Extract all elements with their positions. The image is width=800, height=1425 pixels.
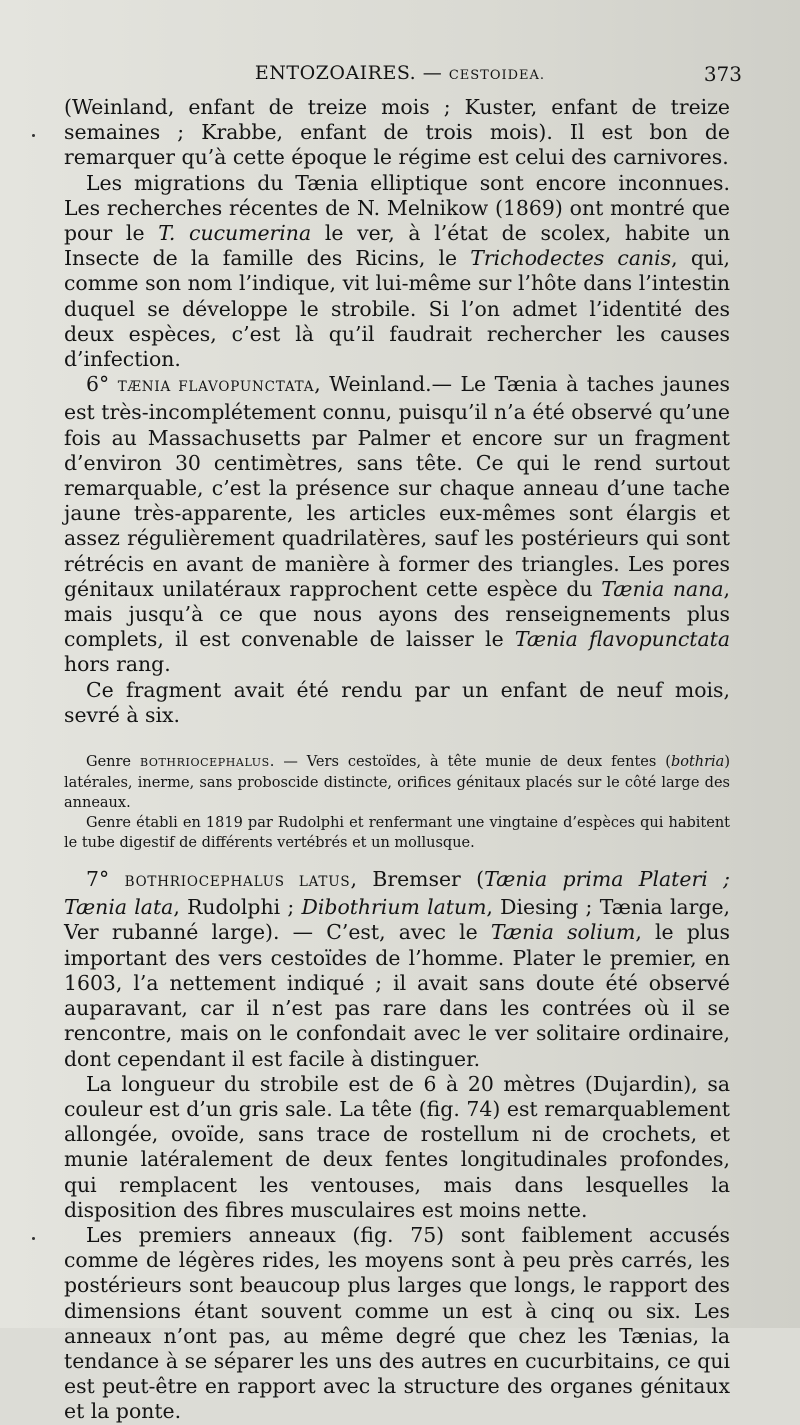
- paragraph-5-italic-dibothrium: Dibothrium latum: [301, 895, 487, 920]
- running-title: [0, 62, 800, 84]
- paragraph-2-text-e: , qui, comme son nom l’indique, vit lui-même sur l’hôte dans l’intestin duquel se développe le strobile. Si l’on admet l’identité des deux espèces, c’est là qu’il faudrait rechercher les causes d’infection.: [64, 246, 731, 372]
- running-header: [0, 60, 800, 90]
- genus-history: Genre établi en 1819 par Rudolphi et renfermant une vingtaine d’espèces qui habitent le tube digestif de différents vertébrés et un mollusque.: [64, 815, 730, 852]
- margin-mark: [32, 1237, 35, 1240]
- running-title-main: ENTOZOAIRES. —: [254, 62, 443, 84]
- paragraph-2-italic-genus: Trichodectes canis: [470, 246, 672, 271]
- paragraph-5-text-c: , Rudolphi ;: [173, 895, 302, 920]
- paragraph-4: Ce fragment avait été rendu par un enfant de neuf mois, sevré à six.: [64, 677, 730, 727]
- genus-description-text-a: Genre: [86, 754, 140, 771]
- paragraph-3-italic-flavopunctata: Tænia flavopunctata: [514, 627, 731, 652]
- page-body: [64, 95, 730, 1425]
- paragraph-3: [64, 372, 730, 677]
- paragraph-2-text-a: Les migrations du Tænia elliptique sont encore inconnues. Les recherches récentes de N. Melnikow (1869) ont montré que pour le: [64, 170, 730, 246]
- paragraph-7: Les premiers anneaux (fig. 75) sont faiblement accusés comme de légères rides, les moyens sont à peu près carrés, les postérieurs sont beaucoup plus larges que longs, le rapport des dimensions étant souvent comme un est à cinq ou six. Les anneaux n’ont pas, au même degré que chez les Tænias, la tendance à se séparer les uns des autres en cucurbitains, ce qui est peut-être en rapport avec la structure des organes génitaux et la ponte.: [64, 1222, 730, 1424]
- paragraph-6: La longueur du strobile est de 6 à 20 mètres (Dujardin), sa couleur est d’un gris sale. La tête (fig. 74) est remarquablement allongée, ovoïde, sans trace de rostellum ni de crochets, et munie latéralement de deux fentes longitudinales profondes, qui remplacent les ventouses, mais dans lesquelles la disposition des fibres musculaires est moins nette.: [64, 1071, 730, 1222]
- running-title-sub: CESTOIDEA.: [448, 68, 546, 83]
- genus-heading-bothriocephalus: BOTHRIOCEPHALUS: [139, 756, 270, 770]
- genus-description-text-b: . — Vers cestoïdes, à tête munie de deux fentes (: [269, 754, 671, 771]
- section-number-7: 7°: [86, 867, 110, 892]
- paragraph-2-italic-species: T. cucumerina: [158, 221, 312, 246]
- species-heading-latus: BOTHRIOCEPHALUS LATUS: [124, 874, 351, 891]
- paragraph-5-italic-synonyms: Tænia prima Plateri ; Tænia lata: [64, 867, 730, 920]
- paragraph-5: [64, 867, 730, 1072]
- species-heading-flavopunctata: TÆNIA FLAVOPUNCTATA: [117, 379, 315, 396]
- section-number-6: 6°: [86, 372, 110, 397]
- genus-description: [64, 752, 730, 813]
- paragraph-3-text-a: , Weinland.— Le Tænia à taches jaunes est très-incomplétement connu, puisqu’il n’a été observé qu’une fois au Massachusetts par Palmer et encore sur un fragment d’environ 30 centimètres, sans tête. Ce qui le rend surtout remarquable, c’est la présence sur chaque anneau d’une tache jaune très-apparente, les articles eux-mêmes sont élargis et assez régulièrement quadrilatères, sauf les postérieurs qui sont rétrécis en avant de manière à former des triangles. Les pores génitaux unilatéraux rapprochent cette espèce du: [64, 372, 730, 601]
- genus-description-italic-bothria: bothria: [670, 754, 725, 771]
- paragraph-2: [64, 171, 730, 373]
- paragraph-3-text-c: , mais jusqu’à ce que nous ayons des renseignements plus complets, il est convenable de laisser le: [64, 576, 730, 652]
- page-number: 373: [703, 62, 742, 86]
- paragraph-5-italic-solium: Tænia solium: [490, 920, 636, 945]
- paragraph-5-text-a: , Bremser (: [350, 867, 485, 892]
- paragraph-3-italic-nana: Tænia nana: [601, 576, 724, 601]
- paragraph-1: (Weinland, enfant de treize mois ; Kuster, enfant de treize semaines ; Krabbe, enfant de trois mois). Il est bon de remarquer qu’à cette époque le régime est celui des carnivores.: [64, 95, 730, 170]
- genus-description-text-d: ) latérales, inerme, sans proboscide distincte, orifices génitaux placés sur le côté large des anneaux.: [64, 754, 731, 812]
- paragraph-2-text-c: le ver, à l’état de scolex, habite un Insecte de la famille des Ricins, le: [64, 221, 730, 271]
- paragraph-3-text-e: hors rang.: [64, 652, 171, 677]
- paragraph-5-text-g: , le plus important des vers cestoïdes de l’homme. Plater le premier, en 1603, l’a nettement indiqué ; il avait sans doute été observé auparavant, car il n’est pas rare dans les contrées où il se rencontre, mais on le confondait avec le ver solitaire ordinaire, dont cependant il est facile à distinguer.: [64, 920, 730, 1071]
- margin-mark: [32, 134, 35, 137]
- paragraph-5-text-e: , Diesing ; Tænia large, Ver rubanné large). — C’est, avec le: [64, 895, 731, 945]
